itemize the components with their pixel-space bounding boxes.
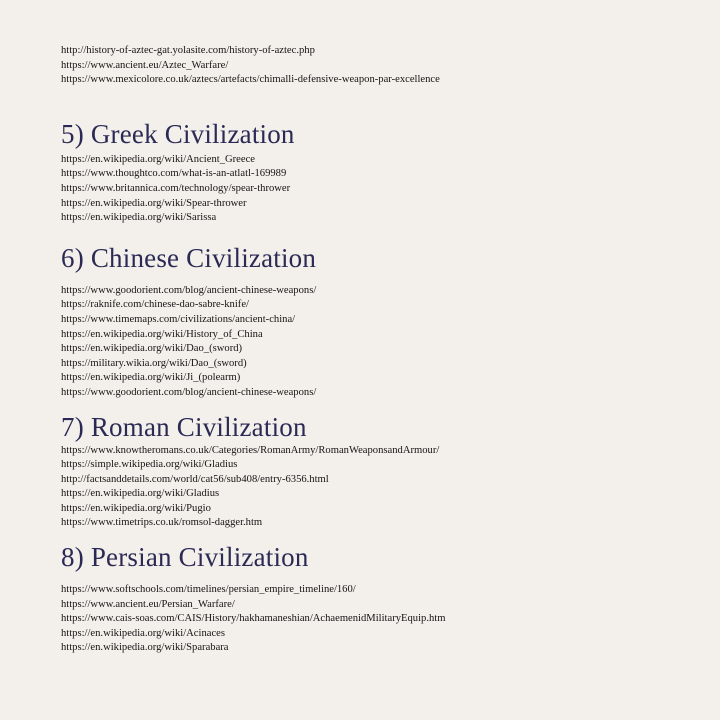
section-heading-chinese: 6) Chinese Civilization xyxy=(61,242,317,273)
reference-link[interactable]: https://raknife.com/chinese-dao-sabre-knife/ xyxy=(61,299,249,311)
section-heading-roman: 7) Roman Civilization xyxy=(61,411,307,442)
reference-link[interactable]: https://www.thoughtco.com/what-is-an-atlatl-169989 xyxy=(61,168,287,180)
reference-link[interactable]: https://www.timemaps.com/civilizations/ancient-china/ xyxy=(61,313,296,325)
reference-link[interactable]: https://www.ancient.eu/Persian_Warfare/ xyxy=(61,598,235,610)
reference-link[interactable]: https://en.wikipedia.org/wiki/Ancient_Greece xyxy=(61,153,255,165)
section-heading-persian: 8) Persian Civilization xyxy=(61,542,309,573)
reference-link[interactable]: https://en.wikipedia.org/wiki/Sarissa xyxy=(61,212,217,224)
reference-link[interactable]: https://www.knowtheromans.co.uk/Categories/RomanArmy/RomanWeaponsandArmour/ xyxy=(61,444,440,456)
reference-link[interactable]: https://www.ancient.eu/Aztec_Warfare/ xyxy=(61,59,229,71)
reference-link[interactable]: https://en.wikipedia.org/wiki/Gladius xyxy=(61,488,220,500)
reference-link[interactable]: https://www.cais-soas.com/CAIS/History/hakhamaneshian/AchaemenidMilitaryEquip.htm xyxy=(61,613,446,625)
reference-link[interactable]: http://factsanddetails.com/world/cat56/sub408/entry-6356.html xyxy=(61,473,329,485)
reference-link[interactable]: https://en.wikipedia.org/wiki/Acinaces xyxy=(61,627,225,639)
reference-link[interactable]: https://www.softschools.com/timelines/persian_empire_timeline/160/ xyxy=(61,584,356,596)
reference-link[interactable]: https://en.wikipedia.org/wiki/Dao_(sword) xyxy=(61,343,243,355)
reference-link[interactable]: https://en.wikipedia.org/wiki/Ji_(polearm) xyxy=(61,372,241,384)
aztec-reference-list xyxy=(61,44,701,88)
chinese-reference-list xyxy=(61,284,701,401)
section-heading-greek: 5) Greek Civilization xyxy=(61,118,295,149)
reference-document xyxy=(61,44,701,656)
reference-link[interactable]: https://military.wikia.org/wiki/Dao_(sword) xyxy=(61,357,247,369)
reference-link[interactable]: https://en.wikipedia.org/wiki/Sparabara xyxy=(61,642,229,654)
reference-link[interactable]: https://www.timetrips.co.uk/romsol-dagger.htm xyxy=(61,517,263,529)
reference-link[interactable]: https://en.wikipedia.org/wiki/History_of_China xyxy=(61,328,263,340)
persian-reference-list xyxy=(61,583,701,656)
reference-link[interactable]: https://simple.wikipedia.org/wiki/Gladius xyxy=(61,459,238,471)
reference-link[interactable]: https://www.mexicolore.co.uk/aztecs/artefacts/chimalli-defensive-weapon-par-excellence xyxy=(61,74,440,86)
reference-link[interactable]: https://en.wikipedia.org/wiki/Spear-thrower xyxy=(61,197,247,209)
reference-link[interactable]: https://en.wikipedia.org/wiki/Pugio xyxy=(61,502,211,514)
roman-reference-list xyxy=(61,444,701,532)
reference-link[interactable]: http://history-of-aztec-gat.yolasite.com/history-of-aztec.php xyxy=(61,45,315,56)
reference-link[interactable]: https://www.goodorient.com/blog/ancient-chinese-weapons/ xyxy=(61,386,317,398)
reference-link[interactable]: https://www.britannica.com/technology/spear-thrower xyxy=(61,182,291,194)
reference-link[interactable]: https://www.goodorient.com/blog/ancient-chinese-weapons/ xyxy=(61,284,317,296)
greek-reference-list xyxy=(61,153,701,226)
